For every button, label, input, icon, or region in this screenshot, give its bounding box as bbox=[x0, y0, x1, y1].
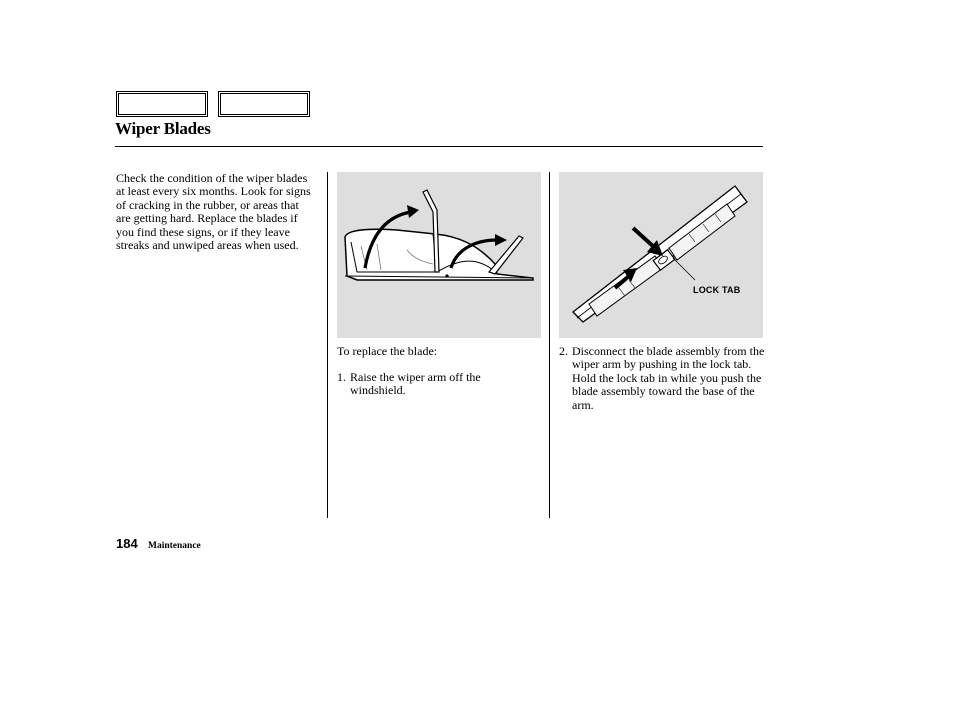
step-1-text: Raise the wiper arm off the windshield. bbox=[350, 370, 481, 398]
page-title: Wiper Blades bbox=[115, 119, 211, 138]
step-2-text: Disconnect the blade assembly from the wiper arm by pushing in the lock tab. Hold the lock tab in while you push the blade assembly toward the base of the arm. bbox=[572, 344, 765, 412]
page-number: 184 bbox=[116, 536, 138, 551]
lock-tab-illustration bbox=[559, 172, 763, 338]
column-divider-2 bbox=[549, 172, 550, 518]
section-name: Maintenance bbox=[148, 541, 201, 551]
step-2-number: 2. bbox=[559, 344, 568, 358]
column-divider-1 bbox=[327, 172, 328, 518]
lock-tab-svg bbox=[559, 172, 763, 338]
wiper-raise-illustration bbox=[337, 172, 541, 338]
lock-tab-callout: LOCK TAB bbox=[693, 285, 741, 295]
previous-section-button[interactable] bbox=[116, 91, 208, 117]
intro-paragraph: Check the condition of the wiper blades at least every six months. Look for signs of cracking in the rubber, or areas that are getting hard. Replace the blades if you find these signs, or if they leave streaks and unwiped areas when used. bbox=[116, 171, 311, 253]
step-1-number: 1. bbox=[337, 370, 346, 384]
next-section-button[interactable] bbox=[218, 91, 310, 117]
procedure-intro: To replace the blade: bbox=[337, 344, 438, 358]
title-divider bbox=[115, 146, 763, 147]
wiper-raise-svg bbox=[337, 172, 541, 338]
